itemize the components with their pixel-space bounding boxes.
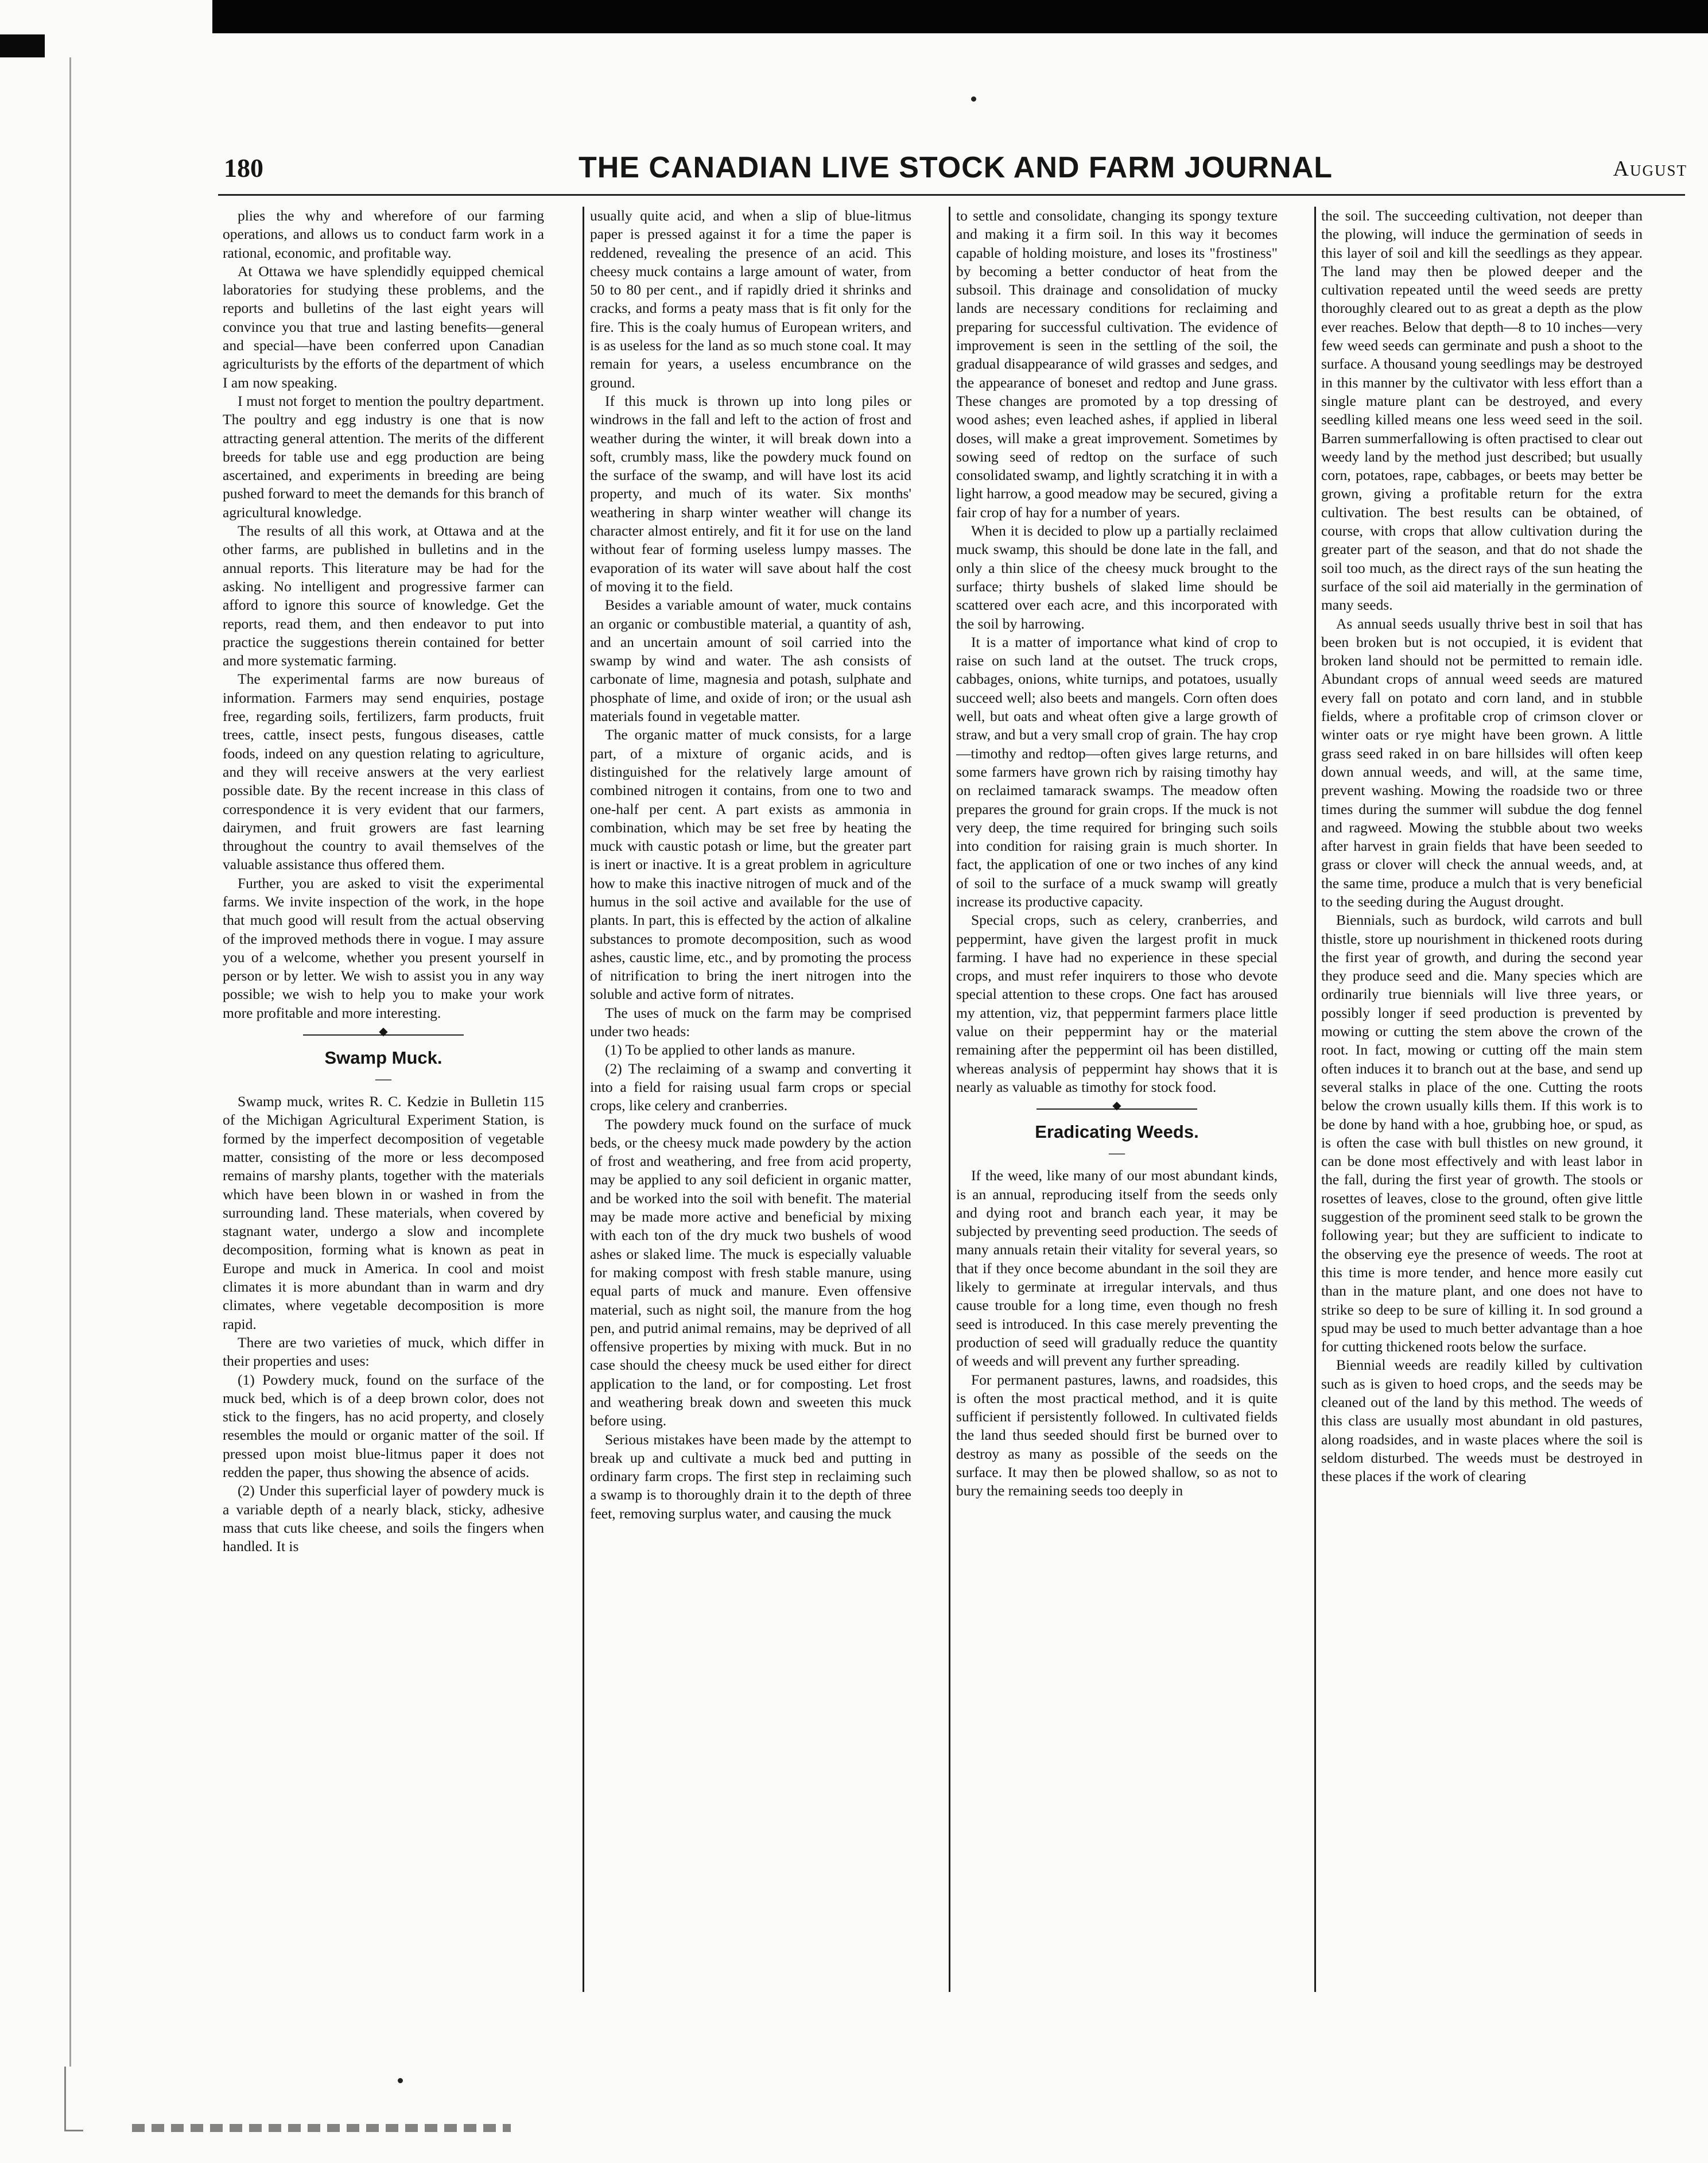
paragraph: If this muck is thrown up into long piles or windrows in the fall and left to the action of frost and weather during the winter, it will break down into a soft, crumbly mass, like the powdery muck found on the surface of the swamp, and will have lost its acid property, and much of its water. Six months' weathering in sharp winter weather will change its character almost entirely, and fit it for use on the land without fear of forming useless lumpy masses. The evaporation of its water will save about half the cost of moving it to the field. [590,392,911,595]
paragraph: to settle and consolidate, changing its spongy texture and making it a firm soil. In this way it becomes capable of holding moisture, and loses its "frostiness" by becoming a better conductor of heat from the subsoil. This drainage and consolidation of mucky lands are necessary conditions for reclaiming and preparing for successful cultivation. The evidence of improvement is seen in the settling of the soil, the gradual disappearance of wild grasses and sedges, and the appearance of boneset and redtop and June grass. These changes are promoted by a top dressing of wood ashes; even leached ashes, if applied in liberal doses, will make a great improvement. Sometimes by sowing seed of redtop on the surface of such consolidated swamp, and lightly scratching it in with a light harrow, a good meadow may be secured, giving a fair crop of hay for a number of years. [956,207,1278,521]
paragraph: The organic matter of muck consists, for a large part, of a mixture of organic acids, and is distinguished for the relatively large amount of combined nitrogen it contains, from one to two and one-half per cent. A part exists as ammonia in combination, which may be set free by heating the muck with caustic potash or lime, but the greater part is inert or inactive. It is a great problem in agriculture how to make this inactive nitrogen of muck and of the humus in the soil active and available for the use of plants. In part, this is effected by the action of alkaline substances to promote decomposition, such as wood ashes, caustic lime, etc., and by promoting the process of nitrification to bring the inert nitrogen into the soluble and active form of nitrates. [590,726,911,1003]
paragraph: The uses of muck on the farm may be comprised under two heads: [590,1004,911,1040]
column-3 [956,207,1278,1992]
scan-speck [971,96,976,102]
section-divider [956,1099,1278,1116]
scan-corner-mark [64,2067,83,2131]
scan-top-border [212,0,1708,33]
paragraph: plies the why and wherefore of our farming operations, and allows us to conduct farm work in a rational, economic, and profitable way. [223,207,544,261]
scan-bottom-mark [132,2124,511,2132]
paragraph: Further, you are asked to visit the experimental farms. We invite inspection of the work, in the hope that much good will result from the actual observing of the improved methods there in vogue. I may assure you of a welcome, whether you present yourself in person or by letter. We wish to assist you in any way possible; we wish to help you to make your work more profitable and more interesting. [223,874,544,1021]
month-label: August [1613,157,1687,181]
scan-speck [398,2078,403,2083]
paragraph: The powdery muck found on the surface of muck beds, or the cheesy muck made powdery by the action of frost and weathering, and free from acid property, may be applied to any soil deficient in organic matter, and be worked into the soil with benefit. The material may be made more active and beneficial by mixing with each ton of the dry muck two bushels of wood ashes or slaked lime. The muck is especially valuable for making compost with fresh stable manure, using equal parts of muck and manure. Even offensive material, such as night soil, the manure from the hog pen, and putrid animal remains, may be deprived of all offensive properties by mixing with muck. But in no case should the cheesy muck be used either for direct application to the land, or for composting. Let frost and weathering break down and sweeten this muck before using. [590,1115,911,1429]
paragraph: I must not forget to mention the poultry department. The poultry and egg industry is one that is now attracting general attention. The merits of the different breeds for table use and egg production are being ascertained, and experiments in breeding are being pushed forward to meet the demands for this branch of agricultural knowledge. [223,392,544,521]
paragraph: At Ottawa we have splendidly equipped chemical laboratories for studying these problems, and the reports and bulletins of the last eight years will convince you that true and lasting benefits—general and special—have been conferred upon Canadian agriculturists by the efforts of the department of which I am now speaking. [223,262,544,391]
paragraph: If the weed, like many of our most abundant kinds, is an annual, reproducing itself from the seeds only and dying root and branch each year, it may be subjected by preventing seed production. The seeds of many annuals retain their vitality for several years, so that if they once become abundant in the soil they are likely to germinate at irregular intervals, and thus cause trouble for a long time, even though no fresh seed is introduced. In this case merely preventing the production of seed will gradually reduce the quantity of weeds and will prevent any further spreading. [956,1167,1278,1370]
paragraph: The experimental farms are now bureaus of information. Farmers may send enquiries, postage free, regarding soils, fertilizers, farm products, fruit trees, cattle, insect pests, fungous diseases, cattle foods, indeed on any question relating to agriculture, and they will receive answers at the very earliest possible date. By the recent increase in this class of correspondence it is very evident that our farmers, dairymen, and fruit growers are fast learning throughout the country to avail themselves of the valuable assistance thus offered them. [223,670,544,873]
paragraph: Swamp muck, writes R. C. Kedzie in Bulletin 115 of the Michigan Agricultural Experiment Station, is formed by the imperfect decomposition of vegetable matter, consisting of the more or less decomposed remains of marshy plants, together with the materials which have been blown in or washed in from the surrounding land. These materials, when covered by stagnant water, undergo a slow and incomplete decomposition, forming what is known as peat in Europe and muck in America. In cool and moist climates it is more abundant than in warm and dry climates, where vegetable decomposition is more rapid. [223,1093,544,1332]
scan-left-edge [69,57,71,2067]
paragraph: (1) Powdery muck, found on the surface of the muck bed, which is of a deep brown color, does not stick to the fingers, has no acid property, and closely resembles the mould or organic matter of the soil. If pressed upon moist blue-litmus paper it does not redden the paper, thus showing the absence of acids. [223,1371,544,1480]
column-1 [223,207,544,1992]
column-rule [1314,207,1316,1992]
paragraph: Serious mistakes have been made by the attempt to break up and cultivate a muck bed and putting in ordinary farm crops. The first step in reclaiming such a swamp is to thoroughly drain it to the depth of three feet, removing surplus water, and causing the muck [590,1431,911,1522]
paragraph: The results of all this work, at Ottawa and at the other farms, are published in bulletins and in the annual reports. This literature may be had for the asking. No intelligent and progressive farmer can afford to ignore this source of knowledge. Get the reports, read them, and then endeavor to put into practice the suggestions therein contained for better and more systematic farming. [223,522,544,669]
column-2 [590,207,911,1992]
paragraph: It is a matter of importance what kind of crop to raise on such land at the outset. The truck crops, cabbages, onions, white turnips, and potatoes, usually succeed well; also beets and mangels. Corn often does well, but oats and wheat often give a large growth of straw, and but a very small crop of grain. The hay crop—timothy and redtop—often gives large returns, and some farmers have grown rich by raising timothy hay on reclaimed tamarack swamps. The meadow often prepares the ground for grain crops. If the muck is not very deep, the time required for bringing such soils into condition for raising grain is much shorter. In fact, the application of one or two inches of any kind of soil to the surface of a muck swamp will greatly increase its productive capacity. [956,633,1278,910]
paragraph: There are two varieties of muck, which differ in their properties and uses: [223,1334,544,1370]
page-number: 180 [224,153,263,183]
paragraph: As annual seeds usually thrive best in soil that has been broken but is not occupied, it is evident that broken land should not be permitted to remain idle. Abundant crops of annual weed seeds are matured every fall on potato and corn land, and in stubble fields, where a profitable crop of crimson clover or winter oats or rye might have been grown. A little grass seed raked in on bare hillsides will often keep down annual weeds, and will, at the same time, prevent washing. Mowing the roadside two or three times during the summer will subdue the dog fennel and ragweed. Mowing the stubble about two weeks after harvest in grain fields that have been seeded to grass or clover will check the annual weeds, and, at the same time, produce a mulch that is very beneficial to the seeding during the August drought. [1321,615,1643,910]
column-rule [583,207,584,1992]
paragraph: Biennial weeds are readily killed by cultivation such as is given to hoed crops, and the seeds may be cleaned out of the land by this method. The weeds of this class are usually most abundant in old pastures, along roadsides, and in waste places where the soil is seldom disturbed. The weeds must be destroyed in these places if the work of clearing [1321,1356,1643,1485]
header-rule [218,194,1685,196]
journal-title: THE CANADIAN LIVE STOCK AND FARM JOURNAL [578,151,1333,184]
paragraph: When it is decided to plow up a partially reclaimed muck swamp, this should be done late in the fall, and only a thin slice of the cheesy muck brought to the surface; thirty bushels of slaked lime should be scattered over each acre, and this incorporated with the soil by harrowing. [956,522,1278,632]
paragraph: usually quite acid, and when a slip of blue-litmus paper is pressed against it for a time the paper is reddened, revealing the presence of an acid. This cheesy muck contains a large amount of water, from 50 to 80 per cent., and if rapidly dried it shrinks and cracks, and forms a peaty mass that is fit only for the fire. This is the coaly humus of European writers, and is as useless for the land as so much stone coal. It may remain for years, a useless encumbrance on the ground. [590,207,911,391]
heading-dash: — [1109,1144,1125,1162]
paragraph: (1) To be applied to other lands as manure. [605,1041,856,1059]
paragraph: Special crops, such as celery, cranberries, and peppermint, have given the largest profit in muck farming. I have had no experience in these special crops, and must refer inquirers to those who devote special attention to these crops. One fact has aroused my attention, viz, that peppermint farmers place little value on their peppermint hay or the material remaining after the peppermint oil has been distilled, whereas analysis of peppermint hay shows that it is nearly as valuable as timothy for stock food. [956,912,1278,1095]
column-4 [1321,207,1643,1992]
paragraph: (2) The reclaiming of a swamp and converting it into a field for raising usual farm crops or special crops, like celery and cranberries. [590,1060,911,1114]
page-header [224,150,1687,185]
paragraph: For permanent pastures, lawns, and roadsides, this is often the most practical method, and it is quite sufficient if persistently followed. In cultivated fields the land thus seeded should first be burned over to destroy as many as possible of the seeds on the surface. It may then be plowed shallow, so as not to bury the remaining seeds too deeply in [956,1371,1278,1499]
ornament-icon: ◆ [1112,1099,1121,1112]
section-heading: Eradicating Weeds. [1035,1122,1199,1142]
paragraph: (2) Under this superficial layer of powdery muck is a variable depth of a nearly black, sticky, adhesive mass that cuts like cheese, and soils the fingers when handled. It is [223,1482,544,1555]
ornament-icon: ◆ [379,1025,388,1038]
paragraph: Biennials, such as burdock, wild carrots and bull thistle, store up nourishment in thickened roots during the first year of growth, and during the second year they produce seed and die. Many species which are ordinarily true biennials will live three years, or possibly longer if seed production is prevented by mowing or cutting the stem above the crown of the root. In fact, mowing or cutting off the main stem often induces it to branch out at the base, and send up several stalks in place of the one. Cutting the roots below the crown usually kills them. If this work is to be done by hand with a hoe, grubbing hoe, or spud, as is often the case with bull thistles on new ground, it can be done most effectively and with least labor in the fall, during the first year of growth. The stools or rosettes of leaves, close to the ground, often give little suggestion of the prominent seed stalk to be grown the following year; but they are sufficient to indicate to the observing eye the presence of weeds. The root at this time is more tender, and hence more easily cut than in the mature plant, and one does not have to strike so deep to be sure of killing it. In sod ground a spud may be used to much better advantage than a hoe for cutting thickened roots below the surface. [1321,912,1643,1355]
section-divider [223,1025,544,1042]
paragraph: Besides a variable amount of water, muck contains an organic or combustible material, a quantity of ash, and an uncertain amount of soil carried into the swamp by wind and water. The ash consists of carbonate of lime, magnesia and potash, sulphate and phosphate of lime, and oxide of iron; or the usual ash materials found in vegetable matter. [590,596,911,725]
scan-corner-mark [0,34,45,57]
heading-dash: — [375,1070,391,1088]
section-heading: Swamp Muck. [324,1048,442,1068]
paragraph: the soil. The succeeding cultivation, not deeper than the plowing, will induce the germination of seeds in this layer of soil and kill the seedlings as they appear. The land may then be plowed deeper and the cultivation repeated until the weed seeds are pretty thoroughly cleared out to as great a depth as the plow ever reaches. Below that depth—8 to 10 inches—very few weed seeds can germinate and push a shoot to the surface. A thousand young seedlings may be destroyed in this manner by the cultivator with less effort than a single mature plant can be destroyed, and every seedling killed means one less weed seed in the soil. Barren summerfallowing is often practised to clear out weedy land by the method just described; but usually corn, potatoes, rape, cabbages, or beets may better be grown, giving a profitable return for the extra cultivation. The best results can be obtained, of course, with crops that allow cultivation during the greater part of the season, and that do not shade the soil too much, as the direct rays of the sun heating the surface of the soil aid materially in the germination of many seeds. [1321,207,1643,614]
column-rule [949,207,950,1992]
